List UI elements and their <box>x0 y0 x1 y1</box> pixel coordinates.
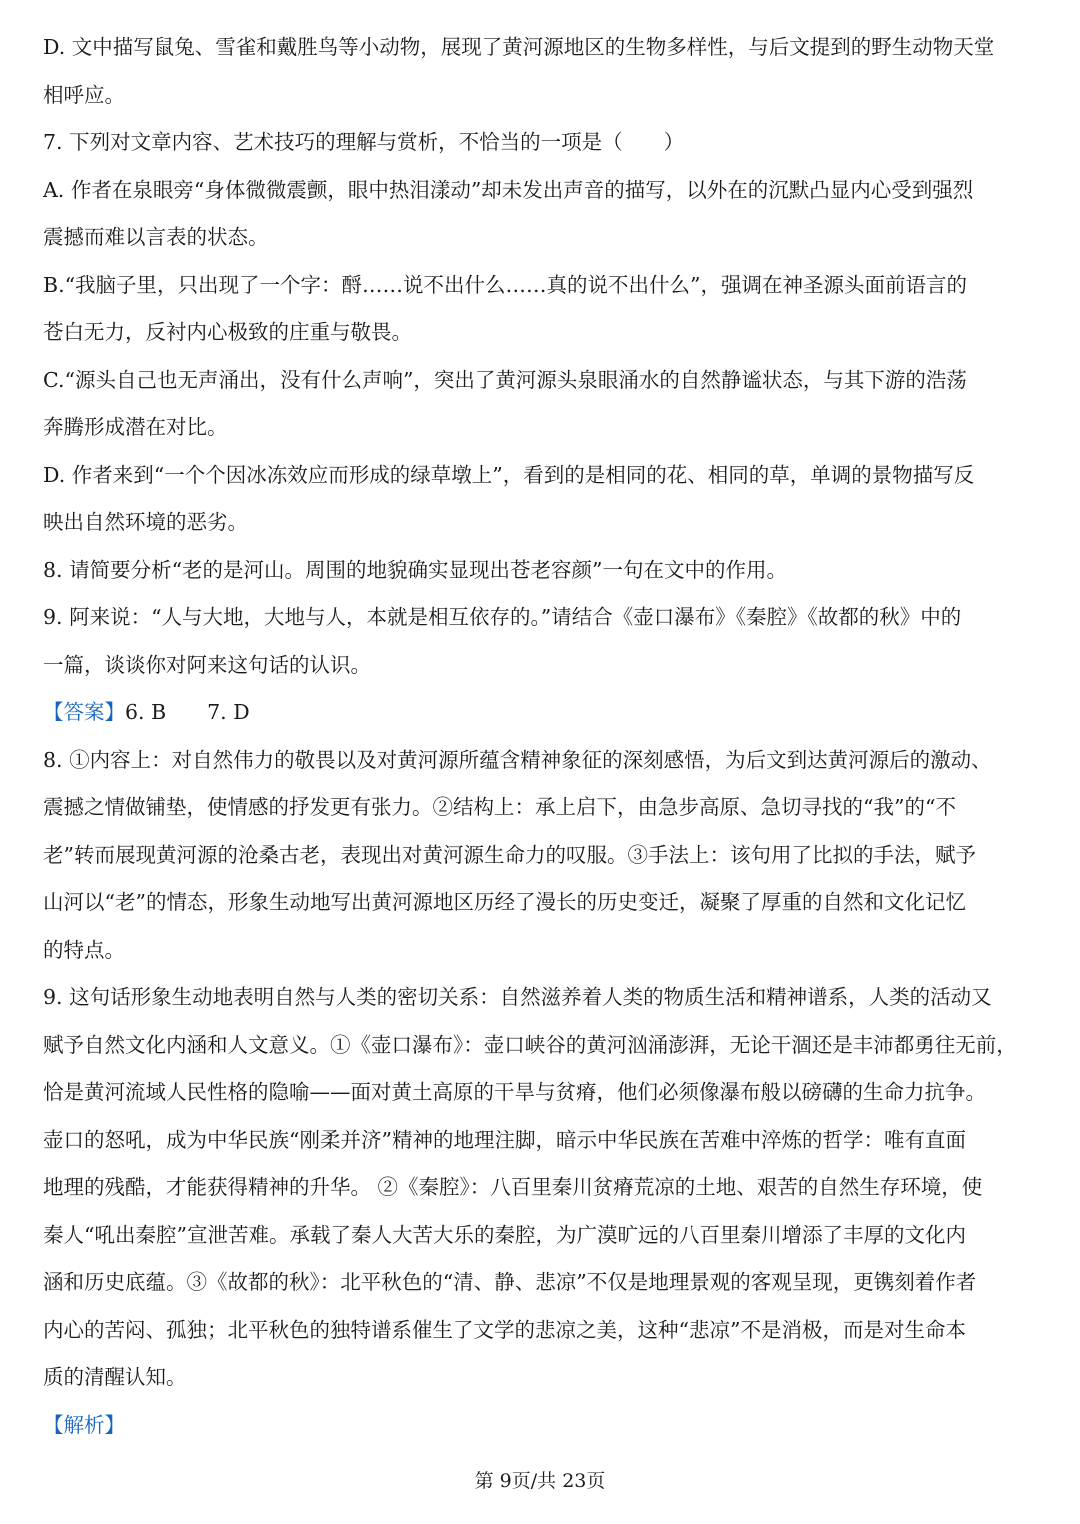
option-7a-line-2: 震撼而难以言表的状态。 <box>43 225 269 249</box>
answer-9-line-5: 地理的残酷，才能获得精神的升华。 ②《秦腔》：八百里秦川贫瘠荒凉的土地、艰苦的自然生存环境，使 <box>43 1175 983 1199</box>
answer-8-line-4: 山河以“老”的情态，形象生动地写出黄河源地区历经了漫长的历史变迁，凝聚了厚重的自然和文化记忆 <box>43 890 966 914</box>
page-number-footer: 第 9页/共 23页 <box>474 1470 606 1492</box>
option-7b-line-1: B.“我脑子里，只出现了一个字：酹……说不出什么……真的说不出什么”，强调在神圣源头面前语言的 <box>43 272 968 297</box>
answer-9-line-9: 质的清醒认知。 <box>43 1365 187 1389</box>
answer-9-line-6: 秦人“吼出秦腔”宣泄苦难。承载了秦人大苦大乐的秦腔，为广漠旷远的八百里秦川增添了丰厚的文化内 <box>43 1222 966 1247</box>
analysis-tag: 【解析】 <box>43 1412 125 1437</box>
answer-line <box>43 689 1043 737</box>
option-7c-line-2: 奔腾形成潜在对比。 <box>43 415 228 439</box>
option-7d-line-1: D. 作者来到“一个个因冰冻效应而形成的绿草墩上”，看到的是相同的花、相同的草，单调的景物描写反 <box>43 462 975 487</box>
option-7a-line-1: A. 作者在泉眼旁“身体微微震颤，眼中热泪漾动”却未发出声音的描写，以外在的沉默凸显内心受到强烈 <box>43 177 974 202</box>
answer-9-line-2: 赋予自然文化内涵和人文意义。①《壶口瀑布》：壶口峡谷的黄河汹涌澎湃，无论干涸还是丰沛都勇往无前， <box>43 1032 1017 1057</box>
question-9-stem-line-1: 9. 阿来说：“人与大地，大地与人，本就是相互依存的。”请结合《壶口瀑布》《秦腔》《故都的秋》中的 <box>43 605 962 629</box>
option-6d-line-1: D. 文中描写鼠兔、雪雀和戴胜鸟等小动物，展现了黄河源地区的生物多样性，与后文提到的野生动物天堂 <box>43 35 995 59</box>
option-7d-line-2: 映出自然环境的恶劣。 <box>43 510 248 534</box>
answer-choices: 6. B 7. D <box>125 700 250 724</box>
answer-9-line-1: 9. 这句话形象生动地表明自然与人类的密切关系：自然滋养着人类的物质生活和精神谱系，人类的活动又 <box>43 985 992 1009</box>
answer-9-line-7: 涵和历史底蕴。③《故都的秋》：北平秋色的“清、静、悲凉”不仅是地理景观的客观呈现，更镌刻着作者 <box>43 1270 977 1294</box>
answer-9-line-8: 内心的苦闷、孤独；北平秋色的独特谱系催生了文学的悲凉之美，这种“悲凉”不是消极，而是对生命本 <box>43 1317 966 1342</box>
answer-tag: 【答案】 <box>43 700 125 724</box>
question-8-stem: 8. 请简要分析“老的是河山。周围的地貌确实显现出苍老容颜”一句在文中的作用。 <box>43 557 788 582</box>
option-7c-line-1: C.“源头自己也无声涌出，没有什么声响”，突出了黄河源头泉眼涌水的自然静谧状态，与其下游的浩荡 <box>43 367 967 392</box>
analysis-line <box>43 1402 1043 1450</box>
answer-8-line-5: 的特点。 <box>43 937 125 962</box>
option-6d-line-2: 相呼应。 <box>43 82 125 107</box>
question-9-stem-line-2: 一篇，谈谈你对阿来这句话的认识。 <box>43 652 371 677</box>
page-content <box>43 24 1043 1449</box>
answer-9-line-3: 恰是黄河流域人民性格的隐喻——面对黄土高原的干旱与贫瘠，他们必须像瀑布般以磅礴的生命力抗争。 <box>43 1080 986 1104</box>
question-7-stem: 7. 下列对文章内容、艺术技巧的理解与赏析，不恰当的一项是（ ） <box>43 130 685 154</box>
answer-9-line-4: 壶口的怒吼，成为中华民族“刚柔并济”精神的地理注脚，暗示中华民族在苦难中淬炼的哲学：唯有直面 <box>43 1127 966 1152</box>
answer-8-line-3: 老”转而展现黄河源的沧桑古老，表现出对黄河源生命力的叹服。③手法上：该句用了比拟的手法，赋予 <box>43 842 976 867</box>
option-7b-line-2: 苍白无力，反衬内心极致的庄重与敬畏。 <box>43 320 412 344</box>
answer-8-line-2: 震撼之情做铺垫，使情感的抒发更有张力。②结构上：承上启下，由急步高原、急切寻找的“我”的“不 <box>43 795 956 819</box>
answer-8-line-1: 8. ①内容上：对自然伟力的敬畏以及对黄河源所蕴含精神象征的深刻感悟，为后文到达黄河源后的激动、 <box>43 747 992 772</box>
